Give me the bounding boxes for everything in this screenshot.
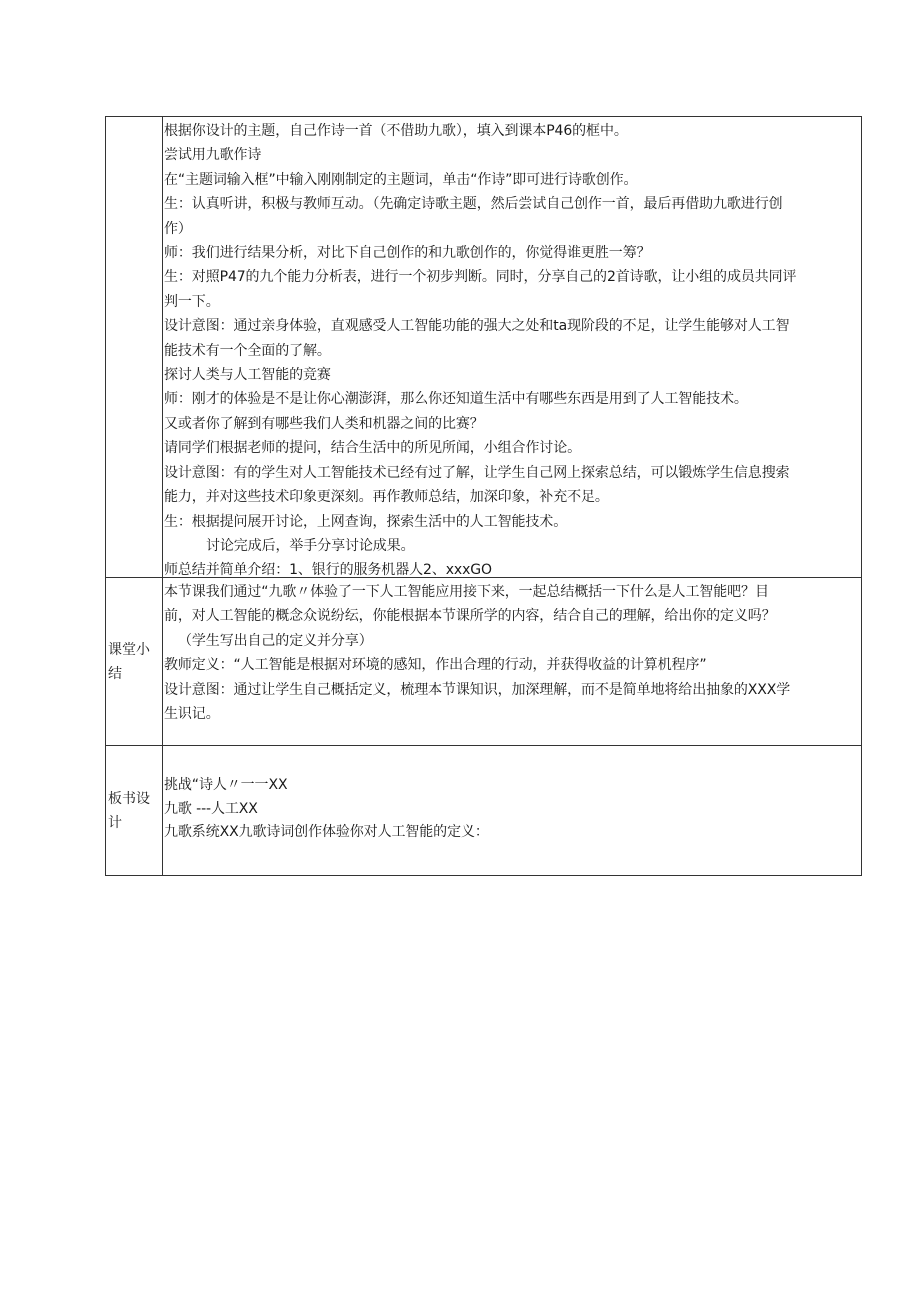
board-line: 九歌 ---人工XX (164, 800, 258, 817)
activity-row (106, 117, 862, 578)
activity-line: 作） (164, 220, 192, 237)
summary-content (163, 578, 862, 746)
board-line: 九歌系统XX九歌诗词创作体验你对人工智能的定义： (164, 824, 489, 840)
activity-label-cell (106, 117, 163, 578)
summary-line: （学生写出自己的定义并分享） (178, 632, 373, 649)
summary-line: 本节课我们通过“九歌〃体验了一下人工智能应用接下来，一起总结概括一下什么是人工智能吧？目 (164, 584, 769, 600)
lesson-table (105, 116, 862, 876)
summary-line: 生识记。 (164, 706, 220, 723)
activity-line: 在“主题词输入框”中输入刚刚制定的主题词，单击“作诗”即可进行诗歌创作。 (164, 171, 638, 188)
summary-row (106, 578, 862, 746)
board-line: 挑战“诗人〃一一XX (164, 777, 288, 793)
board-content (163, 746, 862, 876)
activity-line: 能力，并对这些技术印象更深刻。再作教师总结，加深印象，补充不足。 (164, 489, 609, 506)
board-row (106, 746, 862, 876)
activity-line: 根据你设计的主题，自己作诗一首（不借助九歌），填入到课本P46的框中。 (164, 123, 628, 139)
activity-line: 生：认真听讲，积极与教师互动。（先确定诗歌主题，然后尝试自己创作一首，最后再借助九歌进行创 (164, 196, 783, 213)
activity-line: 能技术有一个全面的了解。 (164, 342, 331, 359)
summary-line: 前，对人工智能的概念众说纷纭，你能根据本节课所学的内容，结合自己的理解，给出你的定义吗？ (164, 608, 776, 625)
activity-content (163, 117, 862, 578)
activity-line: 探讨人类与人工智能的竞赛 (164, 367, 331, 384)
activity-line: 又或者你了解到有哪些我们人类和机器之间的比赛？ (164, 415, 484, 432)
summary-line: 教师定义：“人工智能是根据对环境的感知，作出合理的行动，并获得收益的计算机程序” (164, 657, 707, 674)
activity-lines (164, 119, 861, 577)
activity-line: 设计意图：通过亲身体验，直观感受人工智能功能的强大之处和ta现阶段的不足，让学生能够对人工智 (164, 318, 790, 335)
activity-line: 讨论完成后，举手分享讨论成果。 (206, 537, 415, 554)
activity-line: 生：根据提问展开讨论，上网查询，探索生活中的人工智能技术。 (164, 513, 568, 530)
board-label: 板书设 计 (106, 746, 163, 876)
activity-line: 师：我们进行结果分析，对比下自己创作的和九歌创作的，你觉得谁更胜一筹？ (164, 245, 651, 262)
activity-line: 生：对照P47的九个能力分析表，进行一个初步判断。同时，分享自己的2首诗歌，让小组的成员共同评 (164, 269, 797, 286)
activity-line: 设计意图：有的学生对人工智能技术已经有过了解，让学生自己网上探索总结，可以锻炼学生信息搜索 (164, 464, 790, 481)
activity-line: 师总结并简单介绍：1、银行的服务机器人2、xxxGO (164, 562, 492, 577)
activity-line: 尝试用九歌作诗 (164, 147, 262, 164)
activity-line: 请同学们根据老师的提问，结合生活中的所见所闻，小组合作讨论。 (164, 440, 581, 457)
summary-label: 课堂小 结 (106, 578, 163, 746)
activity-line: 师：刚才的体验是不是让你心潮澎湃，那么你还知道生活中有哪些东西是用到了人工智能技术。 (164, 391, 748, 408)
activity-line: 判一下。 (164, 293, 220, 310)
summary-line: 设计意图：通过让学生自己概括定义，梳理本节课知识，加深理解，而不是简单地将给出抽象的XXX学 (164, 681, 791, 698)
